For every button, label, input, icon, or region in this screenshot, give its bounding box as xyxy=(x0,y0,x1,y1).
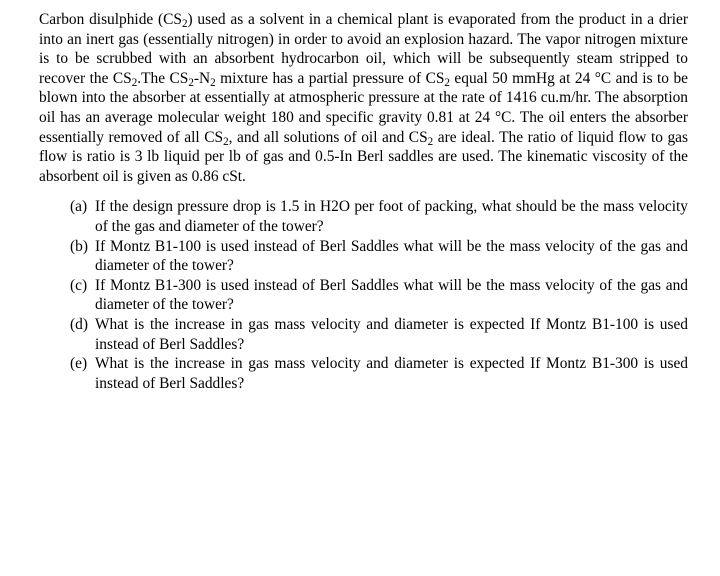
problem-statement xyxy=(39,10,688,186)
intro-text-7: , and all solutions of oil and CS xyxy=(228,128,428,146)
question-item xyxy=(70,197,688,236)
question-list xyxy=(39,197,688,393)
question-text: What is the increase in gas mass velocity and diameter is expected If Montz B1-300 is used instead of Berl Saddles? xyxy=(95,355,688,392)
question-marker: (c) xyxy=(70,276,88,294)
question-item xyxy=(70,315,688,354)
question-text: If the design pressure drop is 1.5 in H2O per foot of packing, what should be the mass velocity of the gas and diameter of the tower? xyxy=(95,198,688,235)
intro-text-5: mixture has a partial pressure of CS xyxy=(215,69,445,87)
intro-text-6: equal 50 mmHg at 24 °C and is to be blown into the absorber at essentially at atmospheric pressure at the rate of 1416 cu.m/hr. The absorption oil has an average molecular weight 180 and specific gravity 0.81 at 24 °C. The oil enters the absorber essentially removed of all CS xyxy=(39,69,688,146)
intro-text-4: -N xyxy=(193,69,211,87)
question-marker: (b) xyxy=(70,237,88,255)
question-marker: (e) xyxy=(70,355,88,373)
intro-text-1: Carbon disulphide (CS xyxy=(39,11,182,28)
subscript-2: 2 xyxy=(427,135,434,148)
intro-text-8: are ideal. The ratio of liquid flow to gas flow is ratio is 3 lb liquid per lb of gas and 0.5-In Berl saddles are used. The kinematic viscosity of the absorbent oil is given as 0.86 cSt. xyxy=(39,128,688,185)
question-text: What is the increase in gas mass velocity and diameter is expected If Montz B1-100 is used instead of Berl Saddles? xyxy=(95,315,688,353)
subscript-2: 2 xyxy=(210,76,216,89)
question-text: If Montz B1-100 is used instead of Berl Saddles what will be the mass velocity of the gas and diameter of the tower? xyxy=(95,237,688,275)
question-item xyxy=(70,276,688,315)
subscript-2: 2 xyxy=(188,76,194,89)
subscript-2: 2 xyxy=(223,135,229,148)
intro-text-2: ) used as a solvent in a chemical plant is evaporated from the product in a drier into an inert gas (essentially nitrogen) in order to avoid an explosion hazard. The vapor nitrogen mixture is to be scrubbed with an absorbent hydrocarbon oil, which will be subsequently steam stripped to recover the CS xyxy=(39,11,688,87)
question-text: If Montz B1-300 is used instead of Berl Saddles what will be the mass velocity of the gas and diameter of the tower? xyxy=(95,276,688,314)
intro-text-3: .The CS xyxy=(137,69,189,87)
subscript-2: 2 xyxy=(131,76,138,89)
question-item xyxy=(70,354,688,393)
question-marker: (d) xyxy=(70,315,88,333)
subscript-2: 2 xyxy=(444,76,450,89)
subscript-2: 2 xyxy=(181,17,188,30)
question-item xyxy=(70,237,688,276)
question-marker: (a) xyxy=(70,198,88,216)
